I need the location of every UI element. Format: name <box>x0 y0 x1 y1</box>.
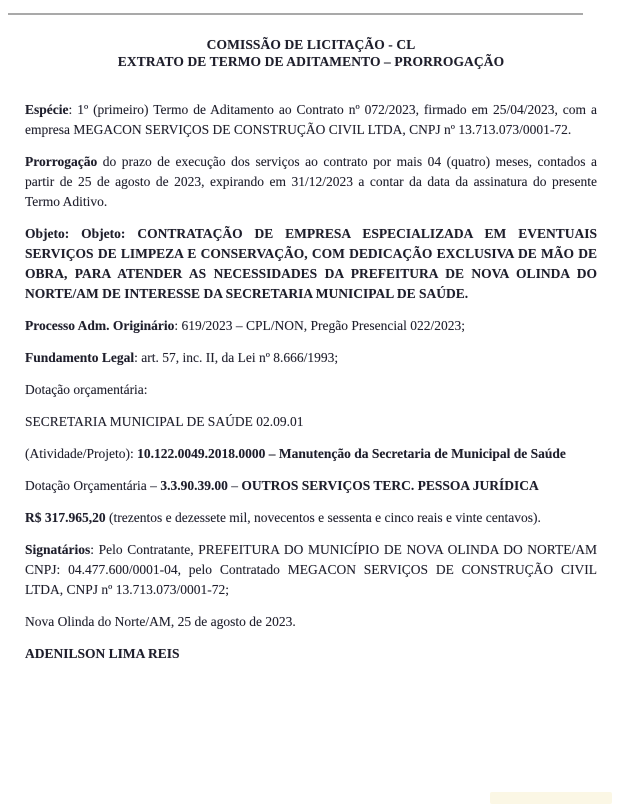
paragraph-assinatura-nome <box>25 644 597 664</box>
dotacao-valor-desc: OUTROS SERVIÇOS TERC. PESSOA JURÍDICA <box>241 478 539 493</box>
atividade-projeto-value: 10.122.0049.2018.0000 – Manutenção da Secretaria de Municipal de Saúde <box>137 446 566 461</box>
fundamento-legal-text: : art. 57, inc. II, da Lei nº 8.666/1993; <box>134 350 339 365</box>
dotacao-valor-dash: – <box>227 478 242 493</box>
faded-stamp <box>490 792 612 804</box>
signatarios-label: Signatários <box>25 542 91 557</box>
dotacao-valor-code: 3.3.90.39.00 <box>160 478 228 493</box>
paragraph-signatarios <box>25 540 597 600</box>
paragraph-processo-adm <box>25 316 597 336</box>
prorrogacao-text: do prazo de execução dos serviços ao contrato por mais 04 (quatro) meses, contados a partir de 25 de agosto de 2023, expirando em 31/12/2023 a contar da data da assinatura do presente Termo Aditivo. <box>25 154 597 209</box>
assinatura-nome-text: ADENILSON LIMA REIS <box>25 646 180 661</box>
paragraph-local-data <box>25 612 597 632</box>
paragraph-atividade-projeto <box>25 444 597 464</box>
paragraph-objeto <box>25 224 597 304</box>
fundamento-legal-label: Fundamento Legal <box>25 350 135 365</box>
paragraph-fundamento-legal <box>25 348 597 368</box>
document-title-line2: EXTRATO DE TERMO DE ADITAMENTO – PRORROGAÇÃO <box>117 54 505 69</box>
dotacao-valor-label: Dotação Orçamentária – <box>25 478 161 493</box>
document-content <box>25 15 597 676</box>
signatarios-text: : Pelo Contratante, PREFEITURA DO MUNICÍPIO DE NOVA OLINDA DO NORTE/AM CNPJ: 04.477.600/0001-04, pelo Contratado MEGACON SERVIÇOS DE CONSTRUÇÃO CIVIL LTDA, CNPJ nº 13.713.073/0001-72; <box>25 542 597 597</box>
processo-adm-label: Processo Adm. Originário <box>25 318 175 333</box>
paragraph-dotacao-valor <box>25 476 597 496</box>
paragraph-especie <box>25 100 597 140</box>
local-data-text: Nova Olinda do Norte/AM, 25 de agosto de 2023. <box>25 614 296 629</box>
especie-label: Espécie <box>25 102 69 117</box>
prorrogacao-label: Prorrogação <box>25 154 98 169</box>
objeto-text: Objeto: Objeto: CONTRATAÇÃO DE EMPRESA ESPECIALIZADA EM EVENTUAIS SERVIÇOS DE LIMPEZA E CONSERVAÇÃO, COM DEDICAÇÃO EXCLUSIVA DE MÃO DE OBRA, PARA ATENDER AS NECESSIDADES DA PREFEITURA DE NOVA OLINDA DO NORTE/AM DE INTERESSE DA SECRETARIA MUNICIPAL DE SAÚDE. <box>25 226 597 301</box>
paragraph-prorrogacao <box>25 152 597 212</box>
paragraph-secretaria <box>25 412 597 432</box>
dotacao-header-text: Dotação orçamentária: <box>25 382 148 397</box>
secretaria-text: SECRETARIA MUNICIPAL DE SAÚDE 02.09.01 <box>25 414 304 429</box>
atividade-projeto-label: (Atividade/Projeto): <box>25 446 138 461</box>
especie-text: : 1º (primeiro) Termo de Aditamento ao Contrato nº 072/2023, firmado em 25/04/2023, com a empresa MEGACON SERVIÇOS DE CONSTRUÇÃO CIVIL LTDA, CNPJ nº 13.713.073/0001-72. <box>25 102 597 137</box>
paragraph-valor <box>25 508 597 528</box>
document-title <box>25 36 597 70</box>
processo-adm-text: : 619/2023 – CPL/NON, Pregão Presencial 022/2023; <box>174 318 465 333</box>
valor-extenso: (trezentos e dezessete mil, novecentos e sessenta e cinco reais e vinte centavos). <box>105 510 541 525</box>
valor-amount: R$ 317.965,20 <box>25 510 106 525</box>
paragraph-dotacao-header <box>25 380 597 400</box>
document-title-line1: COMISSÃO DE LICITAÇÃO - CL <box>206 37 416 52</box>
